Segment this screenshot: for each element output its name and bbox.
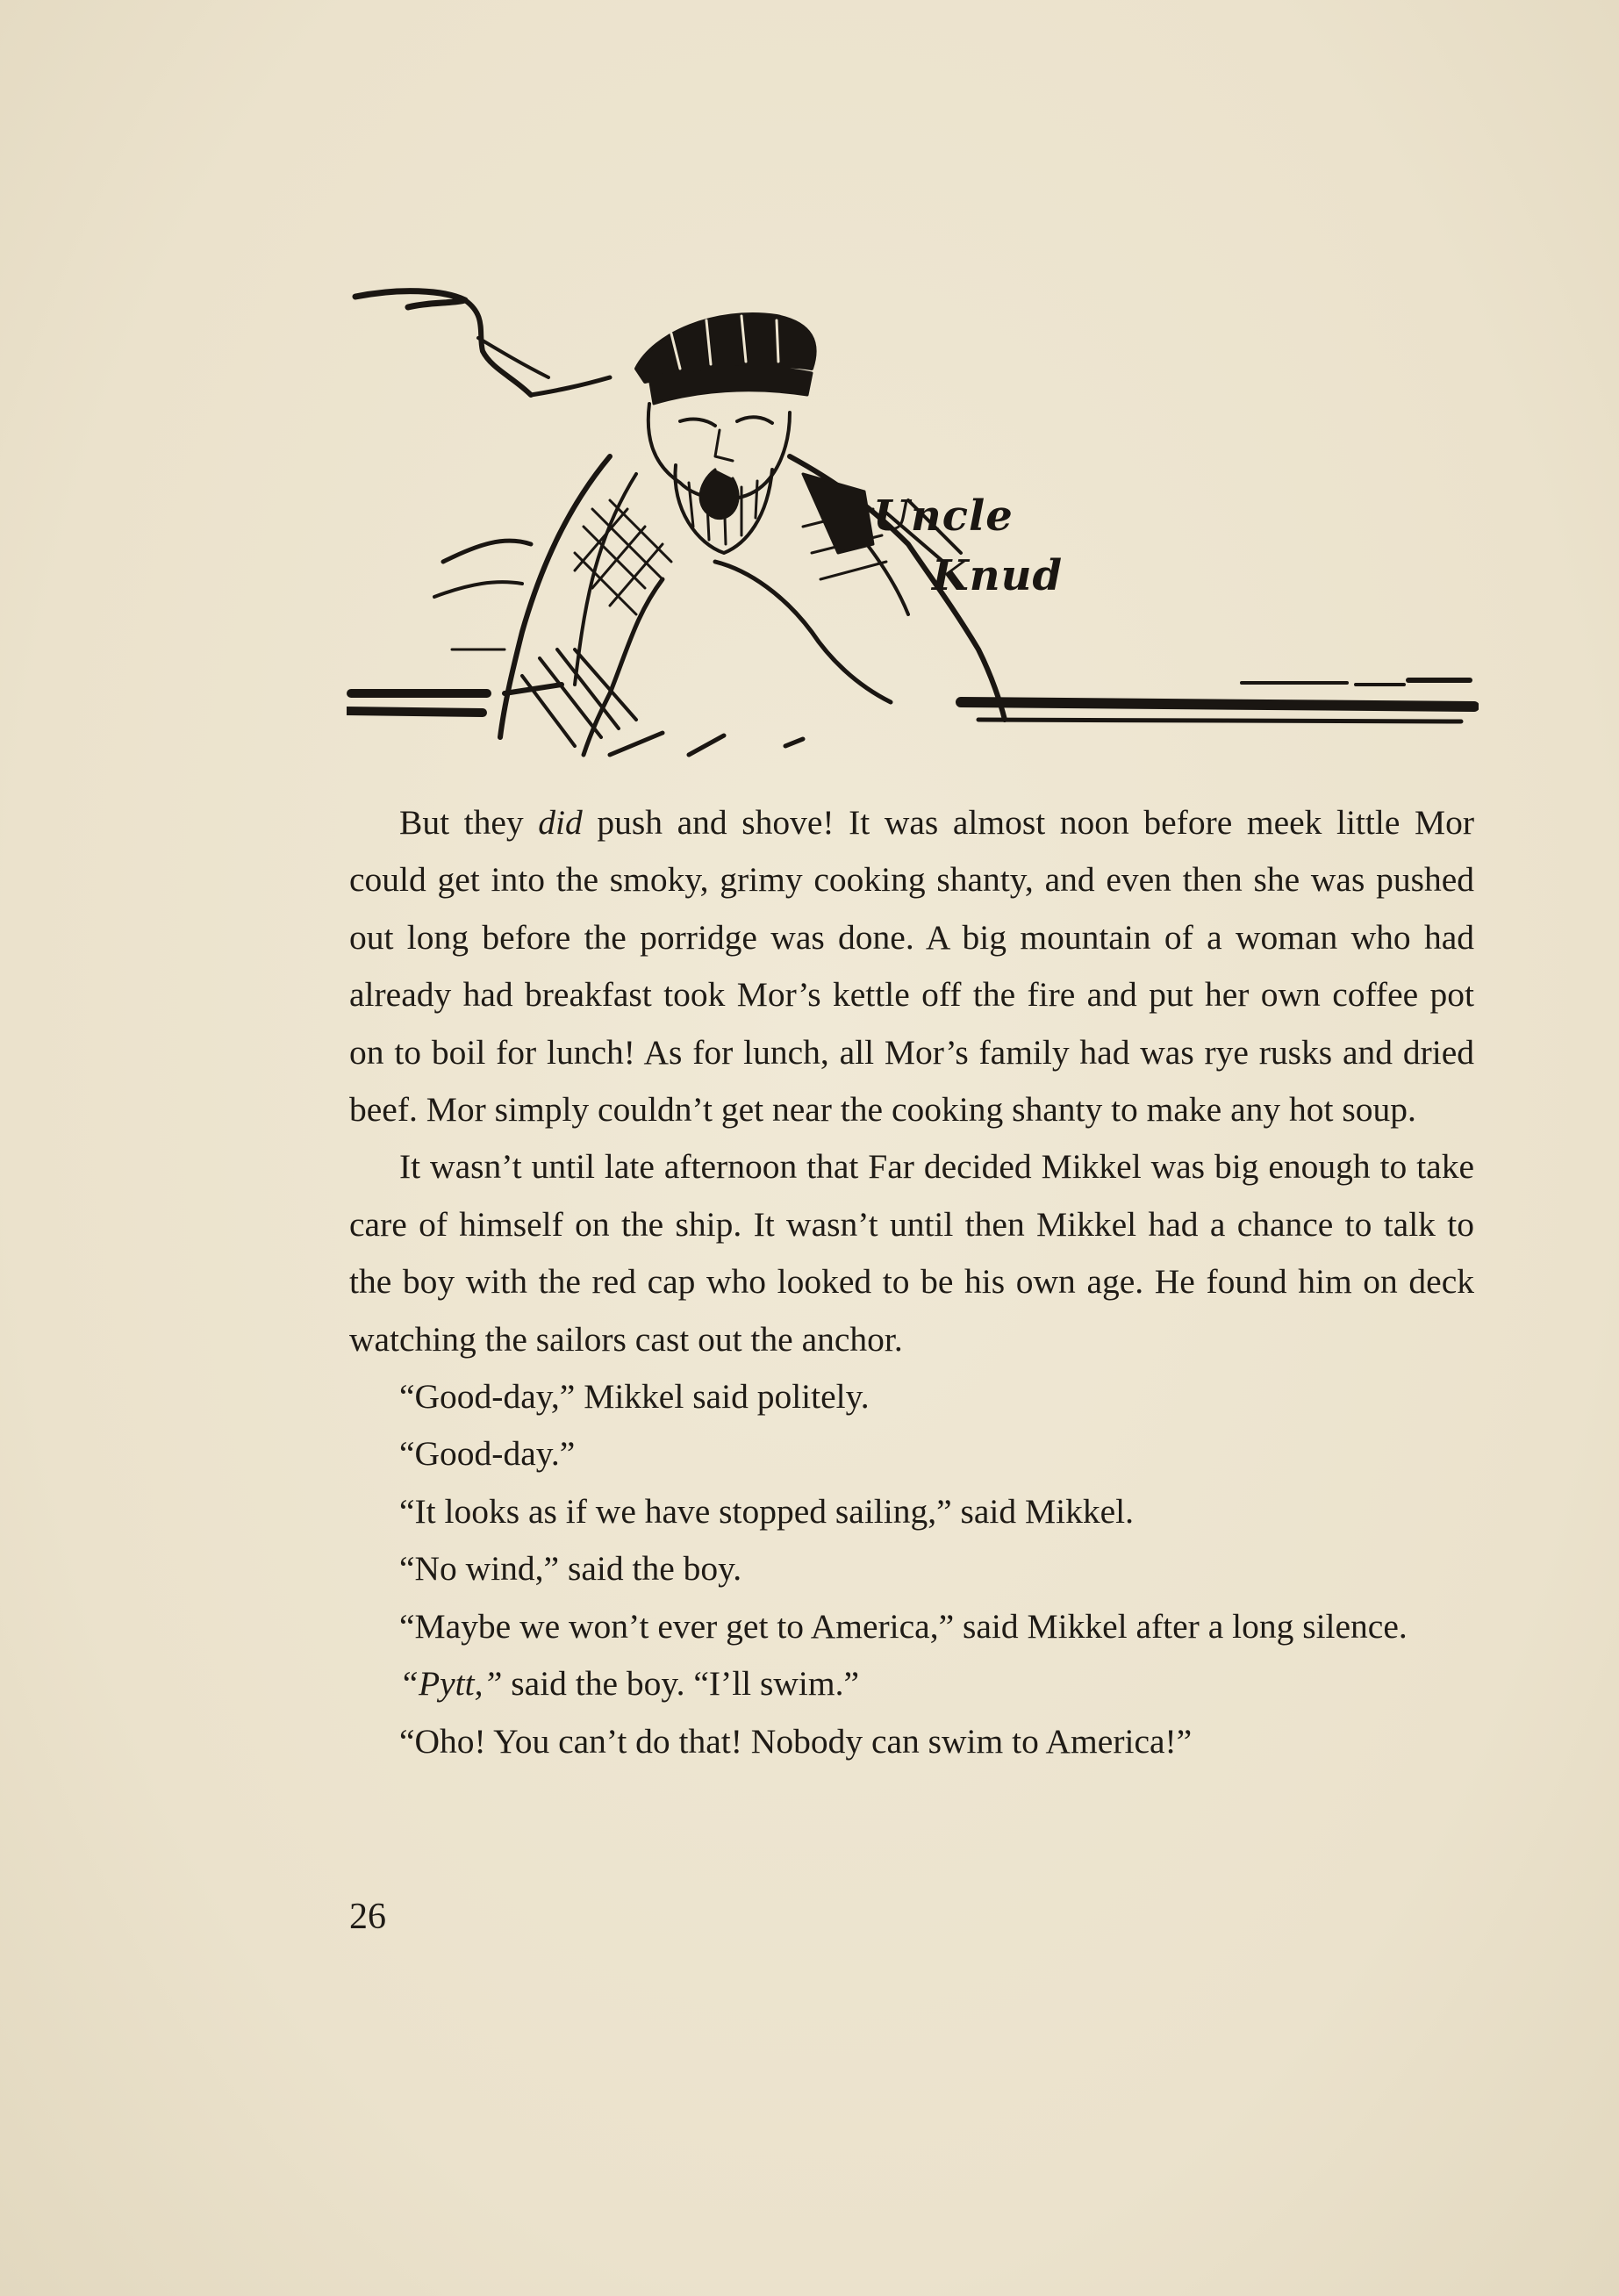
dialogue-line: “It looks as if we have stopped sailing,” said Mikkel. — [399, 1491, 1135, 1531]
dialogue-line: “Pytt,” said the boy. “I’ll swim.” — [399, 1664, 860, 1704]
dialogue-line: “No wind,” said the boy. — [399, 1549, 742, 1589]
dialogue-line: “Good-day.” — [399, 1434, 576, 1474]
dialogue-line: “Oho! You can’t do that! Nobody can swim to America!” — [399, 1721, 1193, 1761]
dialogue-line: “Maybe we won’t ever get to America,” said Mikkel after a long silence. — [399, 1606, 1408, 1646]
illustration-caption-line1: Uncle — [873, 491, 1014, 541]
page-number: 26 — [349, 1897, 386, 1937]
paragraph: But they did push and shove! It was almost noon before meek little Mor could get into the smoky, grimy cooking shanty, and even then she was pushed out long before the porridge was done. A big mountain of a woman who had already had breakfast took Mor’s kettle off the fire and put her own coffee pot on to boil for lunch! As for lunch, all Mor’s family had was rye rusks and dried beef. Mor simply couldn’t get near the cooking shanty to make any hot soup. — [349, 803, 1475, 1130]
illustration-caption-line2: Knud — [932, 551, 1064, 600]
dialogue-line: “Good-day,” Mikkel said politely. — [399, 1377, 870, 1417]
paragraph: It wasn’t until late afternoon that Far decided Mikkel was big enough to take care of himself on the ship. It wasn’t until then Mikkel had a chance to talk to the boy with the red cap who looked to be his own age. He found him on deck watching the sailors cast out the anchor. — [349, 1147, 1474, 1359]
body-text — [349, 794, 1474, 1770]
